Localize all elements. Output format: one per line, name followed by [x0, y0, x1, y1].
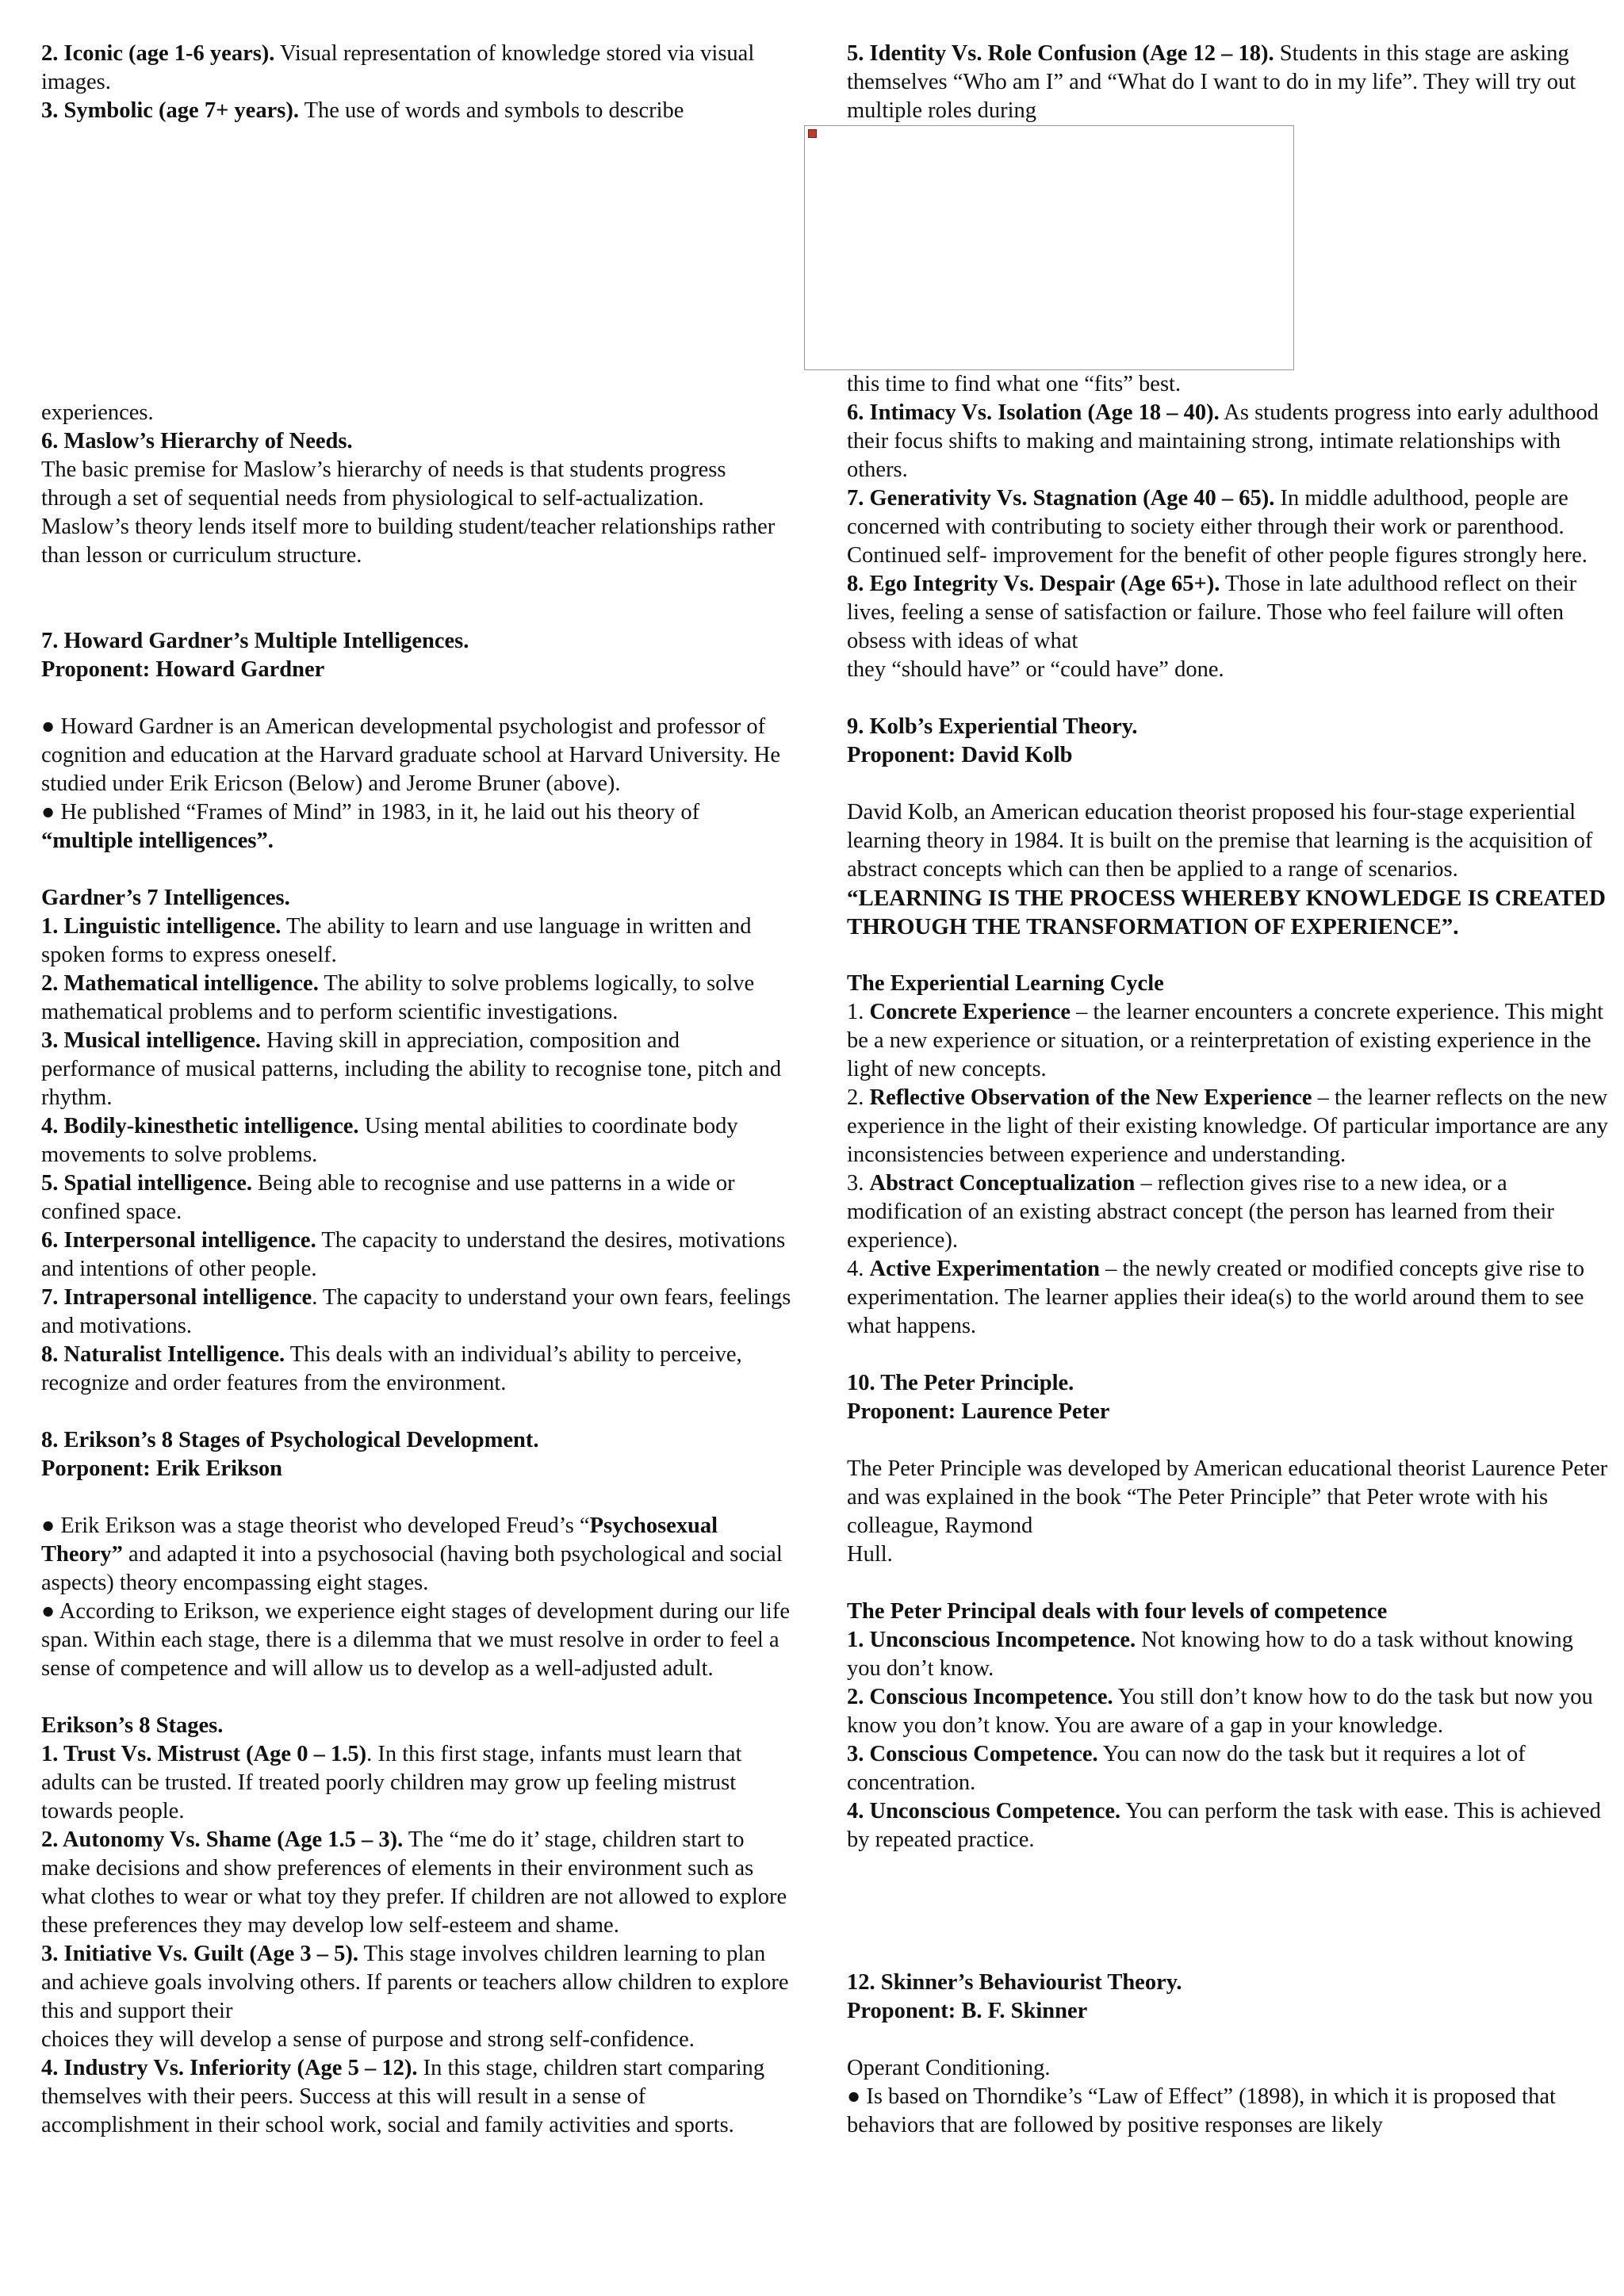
- item-text: The ability to learn and use language in written and spoken forms to express oneself.: [41, 914, 752, 967]
- stage-5-continuation: this time to find what one “fits” best.: [847, 372, 1182, 396]
- stage-text: In this stage, children start comparing themselves with their peers. Success at this will result in a sense of accomplishment in their school work, social and family activities and sports.: [41, 2056, 765, 2137]
- list-item: [41, 1284, 795, 1341]
- stage-7: [847, 484, 1608, 570]
- erikson-bullet-1-text: ● Erik Erikson was a stage theorist who developed Freud’s “: [41, 1513, 590, 1538]
- stage-3-continuation: choices they will develop a sense of purpose and strong self-confidence.: [41, 2027, 695, 2052]
- erikson-proponent: Porponent: Erik Erikson: [41, 1456, 283, 1481]
- item-number: 4.: [847, 1257, 870, 1281]
- iconic-paragraph: [41, 40, 795, 97]
- item-title: 3. Musical intelligence.: [41, 1028, 262, 1053]
- gardner-heading: 7. Howard Gardner’s Multiple Intelligences.: [41, 629, 469, 653]
- stage-title: 5. Identity Vs. Role Confusion (Age 12 – 18).: [847, 41, 1274, 66]
- stage-text: In middle adulthood, people are concerned with contributing to society either through their work or parenthood. Continued self- improvement for the benefit of other people figures strongly here.: [847, 486, 1588, 568]
- item-text: – the learner encounters a concrete experience. This might be a new experience or situation, or a reinterpretation of existing experience in the light of new concepts.: [847, 1000, 1604, 1081]
- erikson-bullet-2: ● According to Erikson, we experience eight stages of development during our life span. Within each stage, there is a dilemma that we must resolve in order to feel a sense of competence and will allow us to develop as a well-adjusted adult.: [41, 1599, 790, 1681]
- stage-2: [41, 1826, 795, 1940]
- kolb-proponent: Proponent: David Kolb: [847, 743, 1073, 767]
- competence-heading: The Peter Principal deals with four levels of competence: [847, 1599, 1388, 1624]
- item-title: Active Experimentation: [869, 1257, 1100, 1281]
- list-item: [41, 913, 795, 970]
- item-title: Reflective Observation of the New Experience: [869, 1085, 1312, 1110]
- erikson-bullet-1-rest: and adapted it into a psychosocial (having both psychological and social aspects) theory encompassing eight stages.: [41, 1542, 783, 1595]
- list-item: [847, 1740, 1608, 1797]
- stage-1: [41, 1740, 795, 1826]
- stage-text: Those in late adulthood reflect on their lives, feeling a sense of satisfaction or failure. Those who feel failure will often obsess with ideas of what: [847, 572, 1577, 653]
- symbolic-paragraph: [41, 97, 795, 125]
- item-title: 4. Bodily-kinesthetic intelligence.: [41, 1114, 359, 1138]
- item-text: Being able to recognise and use patterns in a wide or confined space.: [41, 1171, 735, 1224]
- broken-image-frame: [804, 125, 1294, 370]
- gardner-proponent: Proponent: Howard Gardner: [41, 657, 325, 682]
- item-text: . The capacity to understand your own fears, feelings and motivations.: [41, 1285, 791, 1338]
- cycle-heading: The Experiential Learning Cycle: [847, 971, 1164, 996]
- multiple-intelligences-term: “multiple intelligences”.: [41, 828, 274, 853]
- item-title: 2. Conscious Incompetence.: [847, 1685, 1113, 1709]
- item-title: 4. Unconscious Competence.: [847, 1799, 1121, 1823]
- item-title: 2. Mathematical intelligence.: [41, 971, 319, 996]
- iconic-text: Visual representation of knowledge stored via visual images.: [41, 41, 755, 94]
- item-title: 7. Intrapersonal intelligence: [41, 1285, 312, 1310]
- stages-heading: Erikson’s 8 Stages.: [41, 1713, 224, 1738]
- list-item: [41, 1027, 795, 1112]
- peter-paragraph-continuation: Hull.: [847, 1542, 893, 1567]
- stage-title: 4. Industry Vs. Inferiority (Age 5 – 12).: [41, 2056, 418, 2080]
- item-text: This deals with an individual’s ability to perceive, recognize and order features from the environment.: [41, 1342, 742, 1395]
- list-item: [847, 1255, 1608, 1341]
- list-item: [847, 998, 1608, 1084]
- skinner-proponent: Proponent: B. F. Skinner: [847, 1999, 1088, 2023]
- stage-text: . In this first stage, infants must learn that adults can be trusted. If treated poorly children may grow up feeling mistrust towards people.: [41, 1742, 742, 1823]
- item-text: You can perform the task with ease. This is achieved by repeated practice.: [847, 1799, 1601, 1852]
- item-title: Abstract Conceptualization: [869, 1171, 1136, 1196]
- stage-title: 1. Trust Vs. Mistrust (Age 0 – 1.5): [41, 1742, 367, 1766]
- stage-title: 8. Ego Integrity Vs. Despair (Age 65+).: [847, 572, 1220, 596]
- item-number: 3.: [847, 1171, 870, 1196]
- item-number: 2.: [847, 1085, 870, 1110]
- iconic-title: 2. Iconic (age 1-6 years).: [41, 41, 275, 66]
- gardner-bullet-2-text: ● He published “Frames of Mind” in 1983, in it, he laid out his theory of: [41, 800, 700, 825]
- item-number: 1.: [847, 1000, 870, 1024]
- gardner-bullet-1: ● Howard Gardner is an American developmental psychologist and professor of cognition and education at the Harvard graduate school at Harvard University. He studied under Erik Ericson (Below) and Jerome Bruner (above).: [41, 714, 780, 796]
- stage-8: [847, 570, 1608, 656]
- peter-paragraph: The Peter Principle was developed by American educational theorist Laurence Peter and was explained in the book “The Peter Principle” that Peter wrote with his colleague, Raymond: [847, 1456, 1608, 1538]
- item-text: The ability to solve problems logically, to solve mathematical problems and to perform scientific investigations.: [41, 971, 755, 1024]
- list-item: [41, 1226, 795, 1284]
- list-item: [847, 1797, 1608, 1854]
- list-item: [847, 1626, 1608, 1683]
- peter-proponent: Proponent: Laurence Peter: [847, 1399, 1110, 1424]
- kolb-heading: 9. Kolb’s Experiential Theory.: [847, 714, 1138, 739]
- psychosexual-theory-term: Psychosexual Theory”: [41, 1513, 718, 1567]
- kolb-paragraph: David Kolb, an American education theorist proposed his four-stage experiential learning theory in 1984. It is built on the premise that learning is the acquisition of abstract concepts which can then be applied to a range of scenarios.: [847, 800, 1593, 882]
- item-text: You still don’t know how to do the task but now you know you don’t know. You are aware of a gap in your knowledge.: [847, 1685, 1593, 1738]
- item-text: – the learner reflects on the new experience in the light of their existing knowledge. Of particular importance are any inconsistencies between experience and understanding.: [847, 1085, 1608, 1167]
- symbolic-text: The use of words and symbols to describe: [298, 98, 684, 123]
- list-item: [847, 1084, 1608, 1169]
- stage-text: As students progress into early adulthood their focus shifts to making and maintaining strong, intimate relationships with others.: [847, 400, 1599, 482]
- stage-6: [847, 399, 1608, 484]
- symbolic-continuation: experiences.: [41, 400, 154, 425]
- item-title: 8. Naturalist Intelligence.: [41, 1342, 285, 1367]
- item-text: – the newly created or modified concepts give rise to experimentation. The learner applies their idea(s) to the world around them to see what happens.: [847, 1257, 1584, 1338]
- list-item: [41, 970, 795, 1027]
- list-item: [41, 1112, 795, 1169]
- intelligences-heading: Gardner’s 7 Intelligences.: [41, 886, 290, 910]
- skinner-subheading: Operant Conditioning.: [847, 2056, 1051, 2080]
- gardner-bullet-2: [41, 798, 795, 855]
- maslow-paragraph-2: Maslow’s theory lends itself more to building student/teacher relationships rather than lesson or curriculum structure.: [41, 515, 776, 568]
- item-text: Using mental abilities to coordinate body movements to solve problems.: [41, 1114, 738, 1167]
- stage-text: The “me do it’ stage, children start to make decisions and show preferences of elements in their environment such as what clothes to wear or what toy they prefer. If children are not allowed to explore these preferences they may develop low self-esteem and shame.: [41, 1827, 787, 1938]
- stage-4: [41, 2054, 795, 2140]
- list-item: [41, 1169, 795, 1226]
- right-column: [847, 40, 1608, 2140]
- erikson-bullet-1: [41, 1512, 795, 1598]
- erikson-heading: 8. Erikson’s 8 Stages of Psychological Development.: [41, 1428, 539, 1452]
- stage-5: [847, 40, 1608, 125]
- maslow-paragraph-1: The basic premise for Maslow’s hierarchy of needs is that students progress through a set of sequential needs from physiological to self-actualization.: [41, 457, 726, 511]
- broken-image-icon: [808, 129, 817, 138]
- competence-list: [847, 1626, 1608, 1854]
- item-title: 3. Conscious Competence.: [847, 1742, 1098, 1766]
- list-item: [847, 1683, 1608, 1740]
- list-item: [41, 1341, 795, 1398]
- stage-8-continuation: they “should have” or “could have” done.: [847, 657, 1224, 682]
- item-title: 6. Interpersonal intelligence.: [41, 1228, 316, 1253]
- skinner-heading: 12. Skinner’s Behaviourist Theory.: [847, 1970, 1182, 1995]
- stage-3: [41, 1940, 795, 2026]
- list-item: [847, 1169, 1608, 1255]
- stage-text: Students in this stage are asking themselves “Who am I” and “What do I want to do in my life”. They will try out multiple roles during: [847, 41, 1576, 123]
- item-title: Concrete Experience: [869, 1000, 1071, 1024]
- stage-text: This stage involves children learning to plan and achieve goals involving others. If parents or teachers allow children to explore this and support their: [41, 1942, 789, 2023]
- stage-title: 2. Autonomy Vs. Shame (Age 1.5 – 3).: [41, 1827, 404, 1852]
- skinner-bullet-1: ● Is based on Thorndike’s “Law of Effect” (1898), in which it is proposed that behaviors that are followed by positive responses are likely: [847, 2084, 1556, 2137]
- image-wrap-spacer: [41, 125, 795, 399]
- image-placeholder: [804, 125, 1294, 370]
- item-text: Not knowing how to do a task without knowing you don’t know.: [847, 1628, 1573, 1681]
- item-text: You can now do the task but it requires a lot of concentration.: [847, 1742, 1526, 1795]
- intelligences-list: [41, 913, 795, 1398]
- item-text: – reflection gives rise to a new idea, or a modification of an existing abstract concept (the person has learned from their experience).: [847, 1171, 1554, 1253]
- kolb-quote: “LEARNING IS THE PROCESS WHEREBY KNOWLEDGE IS CREATED THROUGH THE TRANSFORMATION OF EXPERIENCE”.: [847, 886, 1606, 939]
- left-column: [41, 40, 795, 2140]
- cycle-list: [847, 998, 1608, 1341]
- maslow-heading: 6. Maslow’s Hierarchy of Needs.: [41, 429, 353, 453]
- item-title: 5. Spatial intelligence.: [41, 1171, 252, 1196]
- stage-title: 7. Generativity Vs. Stagnation (Age 40 – 65).: [847, 486, 1275, 511]
- stage-title: 6. Intimacy Vs. Isolation (Age 18 – 40).: [847, 400, 1220, 425]
- item-text: Having skill in appreciation, composition and performance of musical patterns, including the ability to recognise tone, pitch and rhythm.: [41, 1028, 782, 1110]
- item-text: The capacity to understand the desires, motivations and intentions of other people.: [41, 1228, 786, 1281]
- item-title: 1. Linguistic intelligence.: [41, 914, 282, 939]
- stage-title: 3. Initiative Vs. Guilt (Age 3 – 5).: [41, 1942, 359, 1966]
- item-title: 1. Unconscious Incompetence.: [847, 1628, 1136, 1652]
- peter-heading: 10. The Peter Principle.: [847, 1371, 1074, 1395]
- symbolic-title: 3. Symbolic (age 7+ years).: [41, 98, 299, 123]
